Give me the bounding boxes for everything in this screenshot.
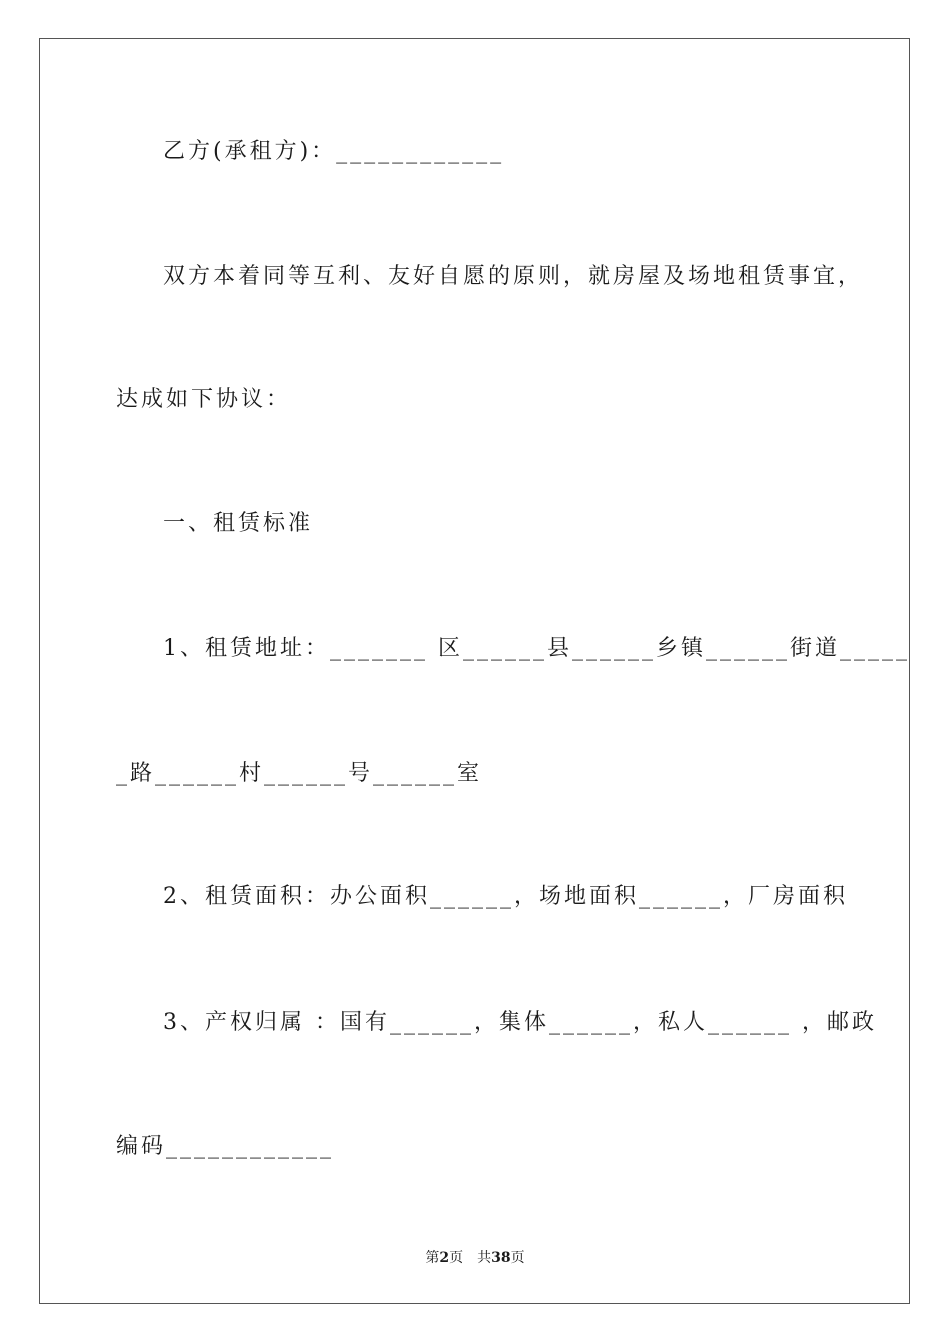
agreement-intro-continuation: 达成如下协议： [116, 387, 292, 412]
rental-address-continuation: _路______村______号______室 [116, 761, 483, 786]
party-b-line: 乙方(承租方)：____________ [163, 139, 505, 164]
agreement-intro-line: 双方本着同等互利、友好自愿的原则，就房屋及场地租赁事宜， [163, 264, 864, 289]
footer-middle: 页 共 [449, 1250, 492, 1266]
page-number-footer [0, 1247, 950, 1267]
rental-area-line: 2、租赁面积：办公面积______，场地面积______，厂房面积 [163, 884, 848, 909]
page-frame [39, 38, 910, 1304]
property-ownership-line: 3、产权归属 ：国有______，集体______，私人______ ，邮政 [163, 1010, 877, 1035]
footer-prefix: 第 [425, 1250, 440, 1266]
current-page-number: 2 [439, 1250, 450, 1266]
footer-suffix: 页 [510, 1250, 525, 1266]
section-heading-rental-standard: 一、租赁标准 [163, 511, 314, 536]
rental-address-line: 1、租赁地址：_______ 区______县______乡镇______街道_____ [163, 636, 910, 661]
total-page-count: 38 [491, 1250, 511, 1266]
postal-code-line: 编码____________ [116, 1134, 335, 1159]
